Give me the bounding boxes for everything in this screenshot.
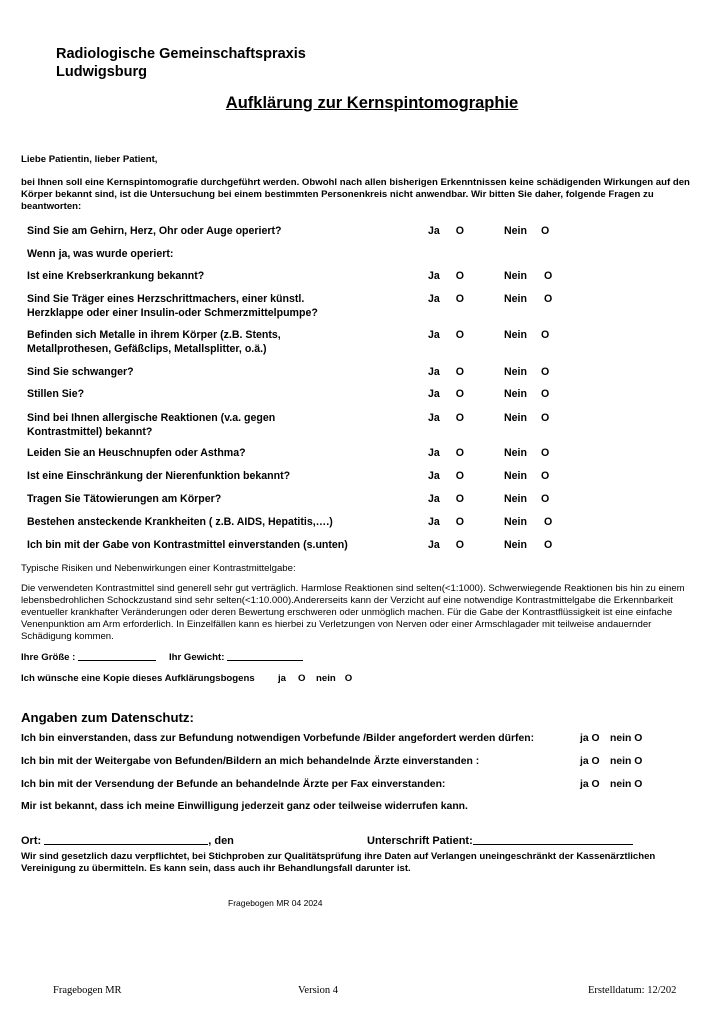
nein-option[interactable]: O — [543, 270, 553, 282]
ja-option[interactable]: O — [455, 366, 465, 378]
question-text-line2: Kontrastmittel) bekannt? — [27, 425, 153, 438]
ja-label: Ja — [428, 225, 440, 237]
answer-nein-10[interactable] — [504, 470, 549, 482]
nein-option[interactable]: O — [543, 539, 553, 551]
footer-left: Fragebogen MR — [53, 985, 122, 996]
practice-name-line1: Radiologische Gemeinschaftspraxis — [56, 46, 306, 62]
form-id: Fragebogen MR 04 2024 — [228, 898, 323, 908]
nein-option[interactable]: O — [540, 329, 550, 341]
ja-option[interactable]: O — [455, 270, 465, 282]
question-text: Stillen Sie? — [27, 388, 85, 400]
copy-nein[interactable] — [316, 673, 352, 684]
ja-label: Ja — [428, 412, 440, 424]
question-10 — [27, 470, 290, 484]
practice-name — [56, 45, 306, 81]
answer-nein-6[interactable] — [504, 366, 549, 378]
legal-notice: Wir sind gesetzlich dazu verpflichtet, bei Stichproben zur Qualitätsprüfung ihre Daten auf Verlangen uneingeschränkt der Kassenärztlichen Vereinigung zu übermitteln. Es kann sein, dass auch ihr Behandlungsfall darunter ist. — [21, 851, 656, 874]
nein-label: Nein — [504, 270, 527, 282]
answer-ja-11[interactable] — [428, 493, 464, 505]
privacy-item-1: Ich bin einverstanden, dass zur Befundung notwendigen Vorbefunde /Bilder angefordert werden dürfen: — [21, 733, 535, 744]
question-text: Leiden Sie an Heuschnupfen oder Asthma? — [27, 447, 246, 459]
ja-option[interactable]: O — [455, 493, 465, 505]
nein-label: Nein — [504, 366, 527, 378]
date-label: , den — [208, 835, 234, 847]
question-text-line2: Herzklappe oder einer Insulin-oder Schmerzmittelpumpe? — [27, 306, 318, 319]
copy-ja[interactable] — [278, 673, 305, 684]
answer-ja-8[interactable] — [428, 412, 464, 424]
privacy-nein-3[interactable]: nein O — [610, 779, 643, 790]
ja-option[interactable]: O — [455, 329, 465, 341]
nein-label: Nein — [504, 447, 527, 459]
place-field[interactable] — [44, 844, 208, 845]
ja-option[interactable]: O — [455, 470, 465, 482]
answer-ja-12[interactable] — [428, 516, 464, 528]
answer-ja-6[interactable] — [428, 366, 464, 378]
question-text: Ich bin mit der Gabe von Kontrastmittel einverstanden (s.unten) — [27, 539, 348, 551]
ja-label: Ja — [428, 516, 440, 528]
nein-option[interactable]: O — [540, 493, 550, 505]
nein-label: Nein — [504, 225, 527, 237]
nein-label: Nein — [504, 293, 527, 305]
nein-label: nein — [316, 673, 336, 684]
signature-field[interactable] — [473, 844, 633, 845]
weight-field[interactable] — [227, 660, 303, 661]
ja-label: Ja — [428, 270, 440, 282]
nein-option[interactable]: O — [543, 293, 553, 305]
question-11 — [27, 493, 221, 507]
question-6 — [27, 366, 134, 380]
question-4 — [27, 293, 318, 320]
ja-option[interactable]: O — [455, 539, 465, 551]
question-text: Sind Sie am Gehirn, Herz, Ohr oder Auge operiert? — [27, 225, 282, 237]
question-text: Sind Sie schwanger? — [27, 366, 134, 378]
nein-option[interactable]: O — [344, 673, 353, 684]
answer-nein-11[interactable] — [504, 493, 549, 505]
question-2 — [27, 248, 173, 262]
answer-ja-7[interactable] — [428, 388, 464, 400]
nein-label: Nein — [504, 329, 527, 341]
privacy-nein-2[interactable]: nein O — [610, 756, 643, 767]
nein-label: Nein — [504, 388, 527, 400]
ja-option[interactable]: O — [455, 388, 465, 400]
question-12 — [27, 516, 333, 530]
height-label: Ihre Größe : — [21, 652, 76, 663]
nein-label: Nein — [504, 493, 527, 505]
ja-label: Ja — [428, 293, 440, 305]
nein-option[interactable]: O — [540, 366, 550, 378]
answer-ja-4[interactable] — [428, 293, 464, 305]
question-8 — [27, 412, 275, 439]
answer-ja-1[interactable] — [428, 225, 464, 237]
question-7 — [27, 388, 84, 402]
ja-label: Ja — [428, 366, 440, 378]
privacy-item-2: Ich bin mit der Weitergabe von Befunden/Bildern an mich behandelnde Ärzte einverstanden : — [21, 756, 480, 767]
answer-nein-13[interactable] — [504, 539, 552, 551]
ja-label: Ja — [428, 388, 440, 400]
answer-nein-5[interactable] — [504, 329, 549, 341]
footer-date: Erstelldatum: 12/202 — [588, 985, 677, 996]
ja-option[interactable]: O — [455, 225, 465, 237]
place-label: Ort: — [21, 835, 42, 847]
nein-option[interactable]: O — [543, 516, 553, 528]
answer-nein-1[interactable] — [504, 225, 549, 237]
question-text: Bestehen ansteckende Krankheiten ( z.B. AIDS, Hepatitis,….) — [27, 516, 333, 528]
answer-ja-5[interactable] — [428, 329, 464, 341]
question-text: Ist eine Krebserkrankung bekannt? — [27, 270, 205, 282]
signature-label: Unterschrift Patient: — [367, 835, 473, 847]
nein-option[interactable]: O — [540, 225, 550, 237]
page-title: Aufklärung zur Kernspintomographie — [225, 94, 519, 112]
ja-option[interactable]: O — [455, 447, 465, 459]
nein-option[interactable]: O — [540, 470, 550, 482]
privacy-ja-2[interactable]: ja O — [580, 756, 600, 767]
nein-label: Nein — [504, 412, 527, 424]
question-1 — [27, 225, 282, 239]
weight-label: Ihr Gewicht: — [169, 652, 225, 663]
signature-row — [367, 835, 633, 847]
answer-ja-10[interactable] — [428, 470, 464, 482]
privacy-nein-1[interactable]: nein O — [610, 733, 643, 744]
question-text: Ist eine Einschränkung der Nierenfunktion bekannt? — [27, 470, 291, 482]
copy-request-label: Ich wünsche eine Kopie dieses Aufklärungsbogens — [21, 673, 255, 684]
risks-heading: Typische Risiken und Nebenwirkungen einer Kontrastmittelgabe: — [21, 563, 296, 574]
answer-ja-13[interactable] — [428, 539, 464, 551]
ja-option[interactable]: O — [455, 412, 465, 424]
answer-ja-9[interactable] — [428, 447, 464, 459]
ja-label: Ja — [428, 447, 440, 459]
nein-label: Nein — [504, 539, 527, 551]
nein-label: Nein — [504, 470, 527, 482]
weight-row — [169, 652, 303, 663]
answer-ja-3[interactable] — [428, 270, 464, 282]
height-field[interactable] — [78, 660, 156, 661]
question-text-line1: Sind Sie Träger eines Herzschrittmachers, einer künstl. — [27, 293, 305, 305]
ja-label: Ja — [428, 470, 440, 482]
revoke-note: Mir ist bekannt, dass ich meine Einwilligung jederzeit ganz oder teilweise widerrufen kann. — [21, 801, 468, 812]
height-row — [21, 652, 156, 663]
privacy-item-3: Ich bin mit der Versendung der Befunde an behandelnde Ärzte per Fax einverstanden: — [21, 779, 446, 790]
question-3 — [27, 270, 204, 284]
answer-nein-9[interactable] — [504, 447, 549, 459]
privacy-ja-1[interactable]: ja O — [580, 733, 600, 744]
ja-label: ja — [278, 673, 287, 684]
question-13 — [27, 539, 348, 553]
question-text: Wenn ja, was wurde operiert: — [27, 248, 174, 260]
ja-option[interactable]: O — [455, 516, 465, 528]
answer-nein-12[interactable] — [504, 516, 552, 528]
place-row — [21, 835, 234, 847]
nein-option[interactable]: O — [540, 447, 550, 459]
question-text: Tragen Sie Tätowierungen am Körper? — [27, 493, 222, 505]
answer-nein-4[interactable] — [504, 293, 552, 305]
nein-option[interactable]: O — [540, 412, 550, 424]
answer-nein-8[interactable] — [504, 412, 549, 424]
greeting: Liebe Patientin, lieber Patient, — [21, 154, 158, 165]
footer-version: Version 4 — [298, 985, 338, 996]
privacy-ja-3[interactable]: ja O — [580, 779, 600, 790]
ja-label: Ja — [428, 539, 440, 551]
nein-option[interactable]: O — [540, 388, 550, 400]
ja-label: Ja — [428, 329, 440, 341]
question-5 — [27, 329, 281, 356]
ja-label: Ja — [428, 493, 440, 505]
nein-label: Nein — [504, 516, 527, 528]
practice-name-line2: Ludwigsburg — [56, 64, 148, 80]
answer-nein-3[interactable] — [504, 270, 552, 282]
question-text-line2: Metallprothesen, Gefäßclips, Metallsplitter, o.ä.) — [27, 342, 267, 355]
question-text-line1: Befinden sich Metalle in ihrem Körper (z.B. Stents, — [27, 329, 281, 341]
intro-text: bei Ihnen soll eine Kernspintomografie durchgeführt werden. Obwohl nach allen bisherigen Erkenntnissen keine schädigenden Wirkungen auf den Körper bekannt sind, ist die Untersuchung bei einem bestimmten Personenkreis nicht anwendbar. Wir bitten Sie daher, folgende Fragen zu beantworten: — [21, 177, 690, 212]
privacy-heading: Angaben zum Datenschutz: — [21, 710, 194, 725]
ja-option[interactable]: O — [298, 673, 306, 684]
question-text-line1: Sind bei Ihnen allergische Reaktionen (v.a. gegen — [27, 412, 276, 424]
question-9 — [27, 447, 246, 461]
answer-nein-7[interactable] — [504, 388, 549, 400]
risks-text: Die verwendeten Kontrastmittel sind generell sehr gut verträglich. Harmlose Reaktionen sind selten(<1:1000). Schwerwiegende Reaktionen bis hin zu einem lebensbedrohlichen Schockzustand sind sehr selten(<1:10.000).Andererseits kann der Verzicht auf eine notwendige Kontrastmittelgabe die Erkennbarkeit eventueller krankhafter Veränderungen oder deren Bewertung erschweren oder unmöglich machen. Für die Gabe der Kontrastflüssigkeit ist eine einfache Venenpunktion am Arm erforderlich. In Einzelfällen kann es hierbei zu Verletzungen von Nerven oder einer Armschlagader mit teilweise andauernder Schädigung kommen. — [21, 583, 685, 642]
ja-option[interactable]: O — [455, 293, 465, 305]
